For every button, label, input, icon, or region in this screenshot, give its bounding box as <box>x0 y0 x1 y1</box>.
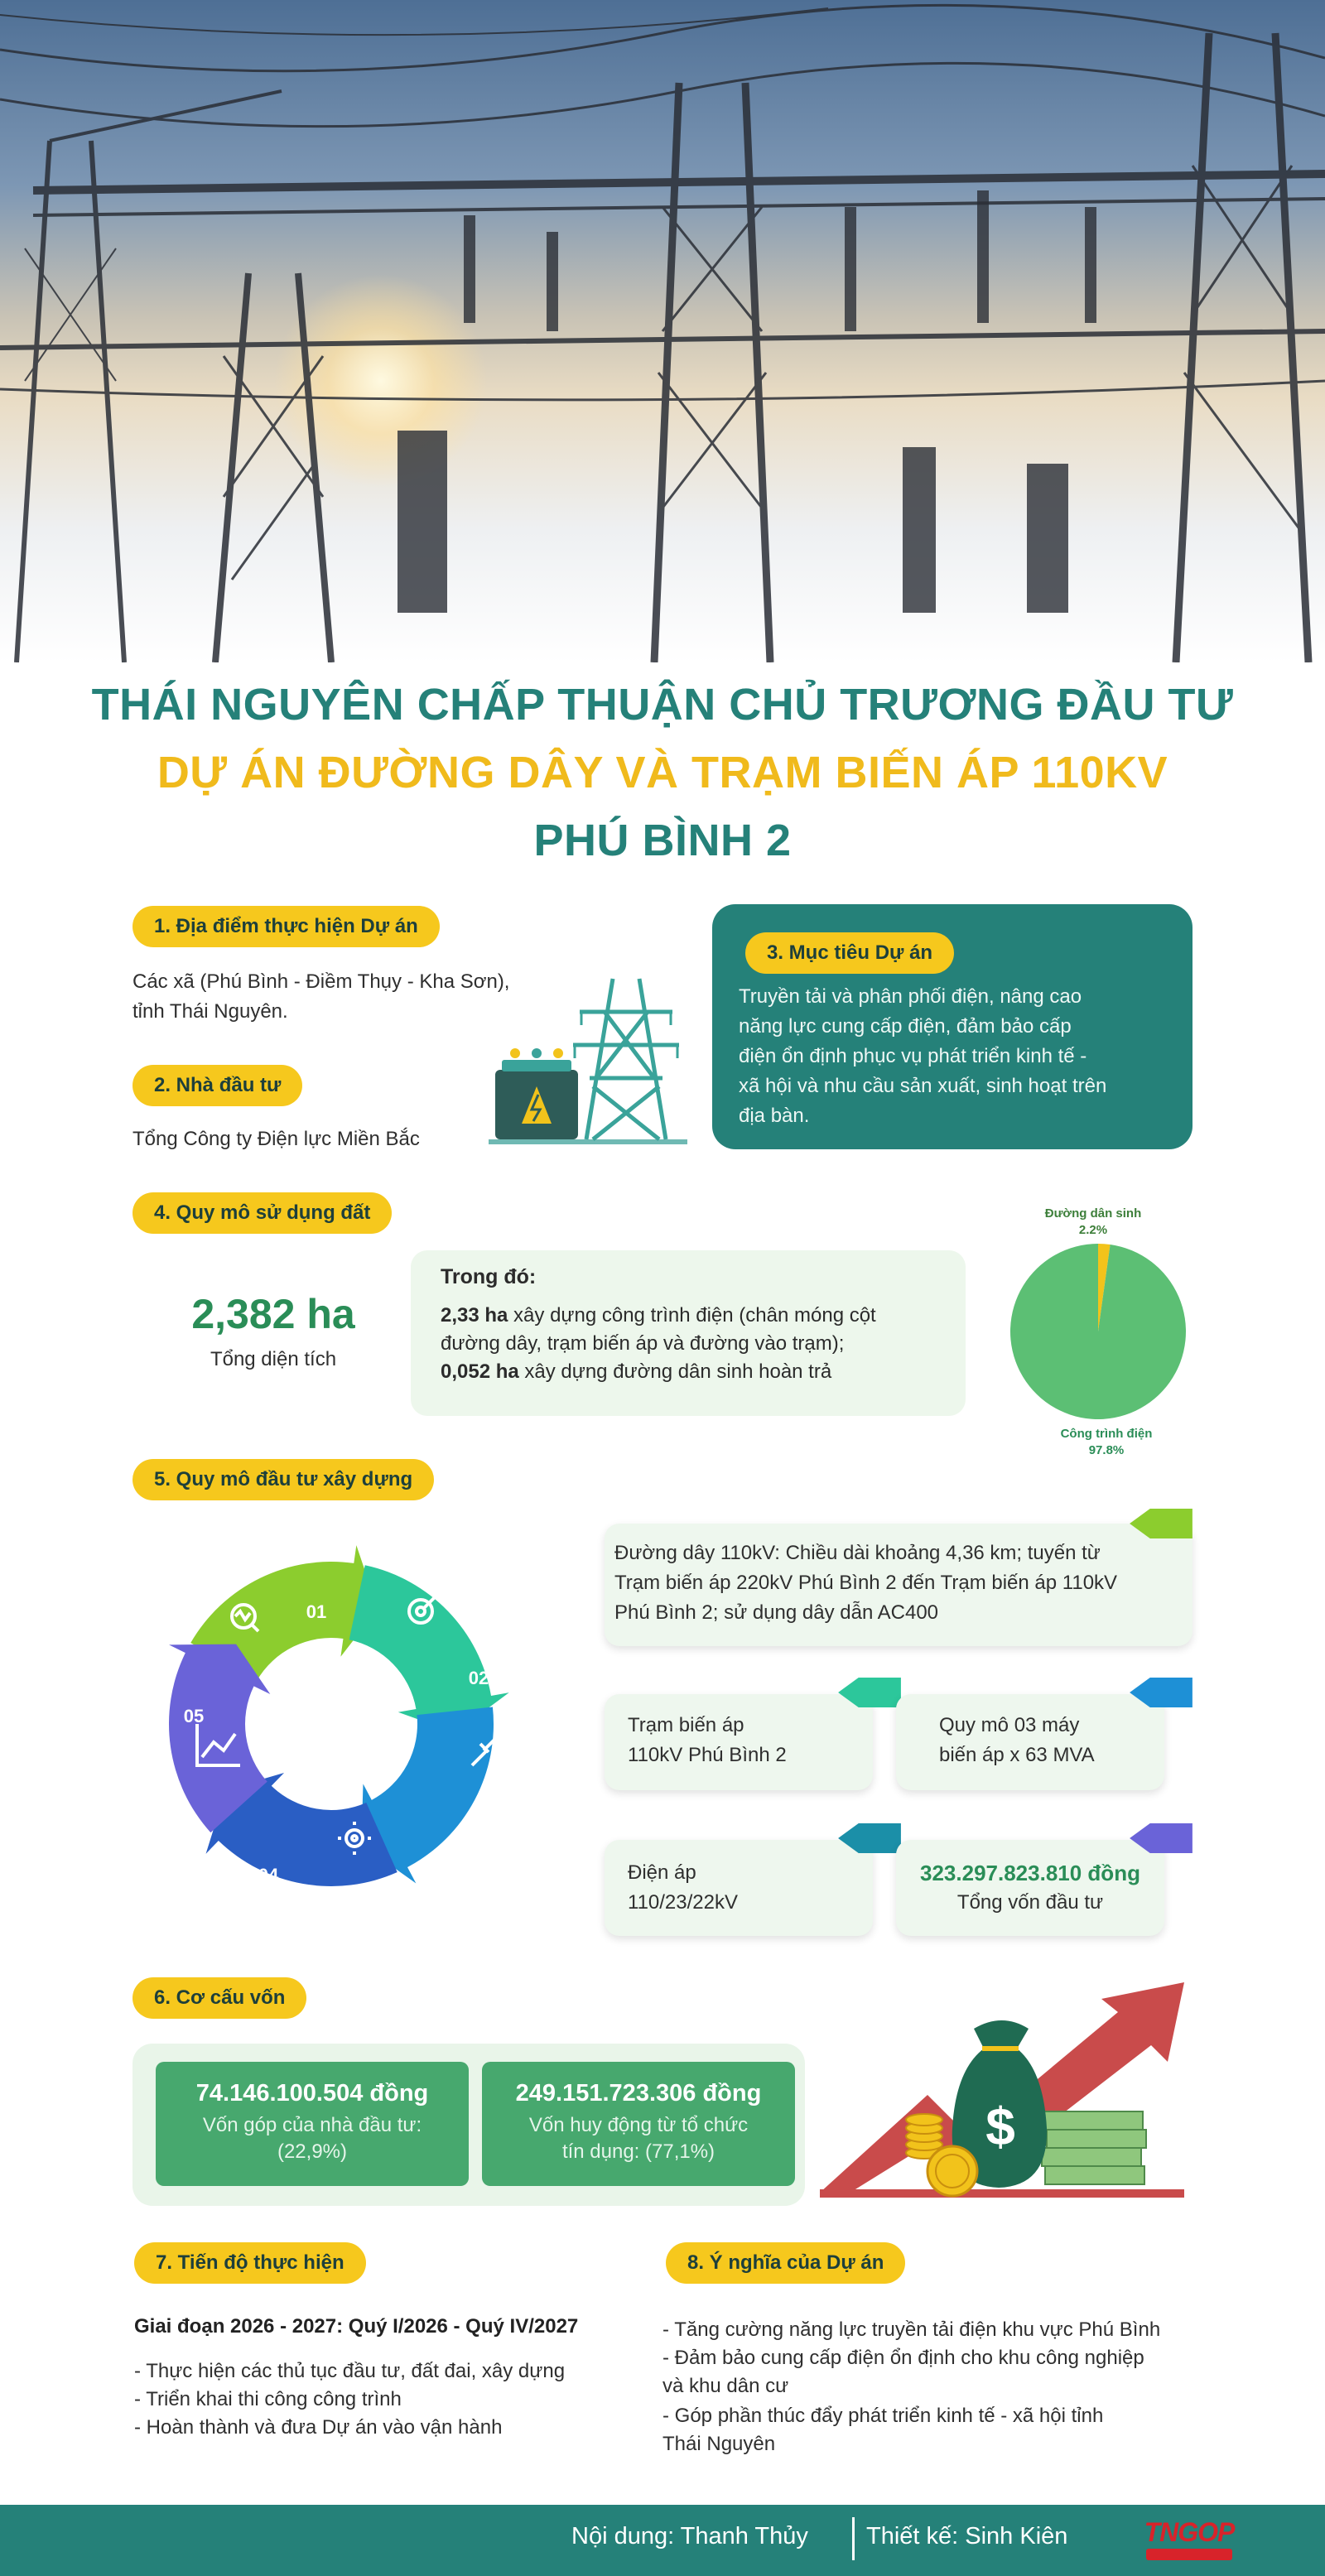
cycle-step-3: 03 <box>438 1843 460 1864</box>
voltage-line: Điện áp <box>628 1861 696 1884</box>
hero-photo <box>0 0 1325 662</box>
content-credit: Nội dung: Thanh Thủy <box>571 2523 808 2550</box>
section-2-heading: 2. Nhà đầu tư <box>132 1065 302 1106</box>
section-5-heading: 5. Quy mô đầu tư xây dựng <box>132 1459 434 1500</box>
section-8-heading: 8. Ý nghĩa của Dự án <box>666 2242 905 2284</box>
construction-cycle-diagram <box>132 1525 530 1923</box>
land-item-2-text: xây dựng đường dân sinh hoàn trả <box>518 1360 832 1383</box>
publisher-logo <box>1140 2516 1239 2565</box>
total-area-label: Tổng diện tích <box>210 1348 337 1370</box>
arrow-tab-icon <box>836 1678 903 1707</box>
section-4-heading: 4. Quy mô sử dụng đất <box>132 1192 392 1234</box>
location-line-2: tỉnh Thái Nguyên. <box>132 1000 288 1023</box>
pie-label-power <box>1024 1426 1189 1459</box>
land-detail-title: Trong đó: <box>441 1265 537 1288</box>
arrow-tab-icon <box>1128 1678 1194 1707</box>
title-line-3: PHÚ BÌNH 2 <box>533 816 792 865</box>
credit-capital-value: 249.151.723.306 đồng <box>515 2080 762 2107</box>
goal-line: năng lực cung cấp điện, đảm bảo cấp <box>739 1015 1072 1038</box>
line-card-line: Phú Bình 2; sử dụng dây dẫn AC400 <box>614 1601 939 1624</box>
transformer-card-text <box>939 1711 1095 1770</box>
land-item-2 <box>441 1358 971 1386</box>
transformer-line: Quy mô 03 máy <box>939 1714 1080 1736</box>
cycle-step-5: 05 <box>183 1706 205 1726</box>
line-card-line: Trạm biến áp 220kV Phú Bình 2 đến Trạm biến áp 110kV <box>614 1572 1118 1594</box>
progress-item: - Hoàn thành và đưa Dự án vào vận hành <box>134 2416 503 2439</box>
dollar-sign-glyph: $ <box>985 2097 1015 2156</box>
logo-bar <box>1146 2549 1232 2560</box>
capital-card-investor <box>156 2062 469 2186</box>
cycle-step-4: 04 <box>258 1865 279 1885</box>
cycle-step-1: 01 <box>306 1601 327 1622</box>
investor-capital-percent: (22,9%) <box>277 2140 348 2163</box>
phase-title: Giai đoạn 2026 - 2027: Quý I/2026 - Quý IV/2027 <box>134 2315 579 2338</box>
substation-line: Trạm biến áp <box>628 1714 744 1736</box>
capital-card-credit <box>482 2062 795 2186</box>
money-bag-growth-icon <box>820 1979 1192 2203</box>
land-item-1 <box>441 1302 971 1330</box>
investor-capital-label: Vốn góp của nhà đầu tư: <box>202 2114 422 2136</box>
voltage-line: 110/23/22kV <box>628 1891 738 1914</box>
pie-label-power-name: Công trình điện <box>1060 1427 1153 1441</box>
land-item-1-cont: đường dây, trạm biến áp và đường vào trạm); <box>441 1332 845 1355</box>
page-title <box>0 671 1325 874</box>
power-substation-illustration <box>0 0 1325 662</box>
cycle-step-2: 02 <box>468 1668 489 1688</box>
significance-item: Thái Nguyên <box>662 2433 776 2455</box>
pie-label-road <box>1027 1206 1159 1239</box>
arrow-tab-icon <box>836 1823 903 1853</box>
section-7-heading: 7. Tiến độ thực hiện <box>134 2242 366 2284</box>
progress-item: - Thực hiện các thủ tục đầu tư, đất đai, xây dựng <box>134 2360 566 2382</box>
total-investment-label: Tổng vốn đầu tư <box>956 1891 1104 1914</box>
credit-capital-percent: tín dụng: (77,1%) <box>561 2140 716 2163</box>
investor-name: Tổng Công ty Điện lực Miền Bắc <box>132 1128 420 1150</box>
section-3-heading: 3. Mục tiêu Dự án <box>745 932 954 974</box>
credit-capital-label: Vốn huy động từ tổ chức <box>528 2114 749 2136</box>
significance-item: - Đảm bảo cung cấp điện ổn định cho khu công nghiệp <box>662 2347 1144 2369</box>
section-6-heading: 6. Cơ cấu vốn <box>132 1977 306 2019</box>
title-line-1: THÁI NGUYÊN CHẤP THUẬN CHỦ TRƯƠNG ĐẦU TƯ <box>91 680 1234 729</box>
location-line-1: Các xã (Phú Bình - Điềm Thụy - Kha Sơn), <box>132 970 510 993</box>
pie-slice-power <box>1010 1244 1186 1419</box>
arrow-tab-icon <box>1128 1509 1194 1538</box>
substation-line: 110kV Phú Bình 2 <box>628 1744 787 1766</box>
significance-item: - Tăng cường năng lực truyền tải điện khu vực Phú Bình <box>662 2318 1161 2341</box>
land-item-1-value: 2,33 ha <box>441 1304 508 1327</box>
significance-item: - Góp phần thúc đẩy phát triển kinh tế - xã hội tỉnh <box>662 2405 1104 2427</box>
transmission-tower-icon <box>489 970 687 1153</box>
section-1-heading: 1. Địa điểm thực hiện Dự án <box>132 906 440 947</box>
investor-capital-value: 74.146.100.504 đồng <box>195 2080 429 2107</box>
voltage-card-text <box>628 1858 738 1918</box>
logo-text: TNGOP <box>1144 2517 1235 2547</box>
pie-label-road-percent: 2.2% <box>1078 1223 1108 1237</box>
progress-item: - Triển khai thi công công trình <box>134 2388 402 2410</box>
pie-label-road-name: Đường dân sinh <box>1044 1206 1142 1221</box>
goal-line: xã hội và nhu cầu sản xuất, sinh hoạt trên <box>739 1075 1107 1097</box>
title-line-2: DỰ ÁN ĐƯỜNG DÂY VÀ TRẠM BIẾN ÁP 110KV <box>157 748 1168 797</box>
pie-label-power-percent: 97.8% <box>1088 1443 1125 1457</box>
goal-line: điện ổn định phục vụ phát triển kinh tế - <box>739 1045 1087 1067</box>
goal-line: Truyền tải và phân phối điện, nâng cao <box>739 985 1082 1008</box>
total-area-value: 2,382 ha <box>191 1291 355 1337</box>
line-card-text <box>614 1538 1186 1628</box>
transformer-line: biến áp x 63 MVA <box>939 1744 1095 1766</box>
line-card-line: Đường dây 110kV: Chiều dài khoảng 4,36 km; tuyến từ <box>614 1542 1101 1564</box>
substation-card-text <box>628 1711 787 1770</box>
goal-line: địa bàn. <box>739 1105 810 1127</box>
cycle-segment-2 <box>349 1565 509 1732</box>
land-item-1-text: xây dựng công trình điện (chân móng cột <box>508 1304 876 1327</box>
total-investment-value: 323.297.823.810 đồng <box>920 1861 1140 1885</box>
significance-item: và khu dân cư <box>662 2375 789 2397</box>
land-use-pie-chart <box>1009 1242 1188 1421</box>
project-goal-text <box>739 982 1169 1131</box>
footer-divider <box>852 2517 855 2560</box>
arrow-tab-icon <box>1128 1823 1194 1853</box>
land-item-2-value: 0,052 ha <box>441 1360 519 1383</box>
design-credit: Thiết kế: Sinh Kiên <box>866 2523 1068 2550</box>
